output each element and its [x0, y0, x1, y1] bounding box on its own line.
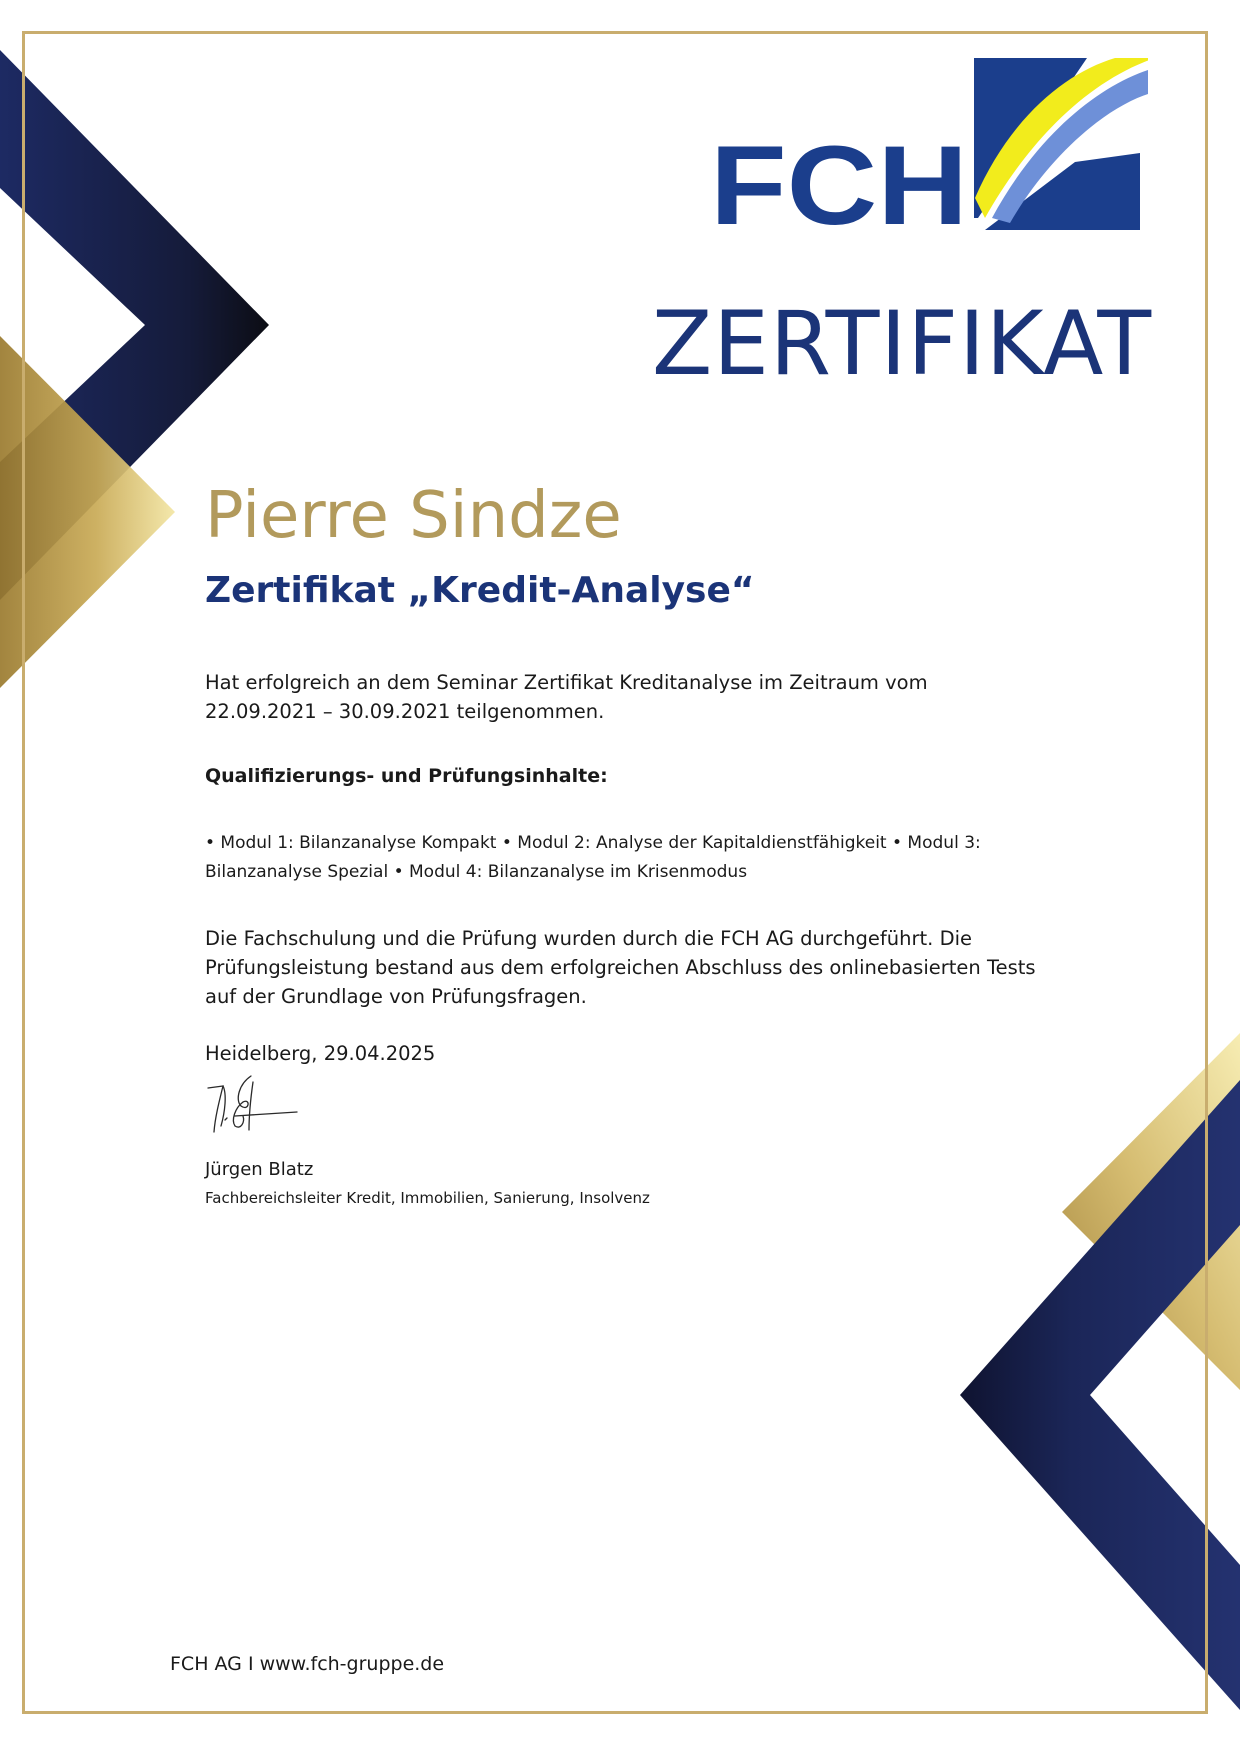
recipient-name: Pierre Sindze [205, 479, 622, 553]
place-and-date: Heidelberg, 29.04.2025 [205, 1042, 436, 1065]
participation-statement: Hat erfolgreich an dem Seminar Zertifikat Kreditanalyse im Zeitraum vom 22.09.2021 – 30.09.2021 teilgenommen. [205, 671, 928, 723]
footer-company: FCH AG I www.fch-gruppe.de [170, 1653, 445, 1675]
signer-name: Jürgen Blatz [205, 1159, 314, 1180]
signer-role: Fachbereichsleiter Kredit, Immobilien, Sanierung, Insolvenz [205, 1189, 650, 1207]
handwritten-signature [205, 1072, 301, 1142]
qualification-heading: Qualifizierungs- und Prüfungsinhalte: [205, 765, 608, 787]
certificate-title: ZERTIFIKAT [652, 292, 1153, 395]
fch-logo [710, 58, 1148, 230]
module-list: • Modul 1: Bilanzanalyse Kompakt • Modul 2: Analyse der Kapitaldienstfähigkeit • Modul 3: Bilanzanalyse Spezial • Modul 4: Bilanzanalyse im Krisenmodus [205, 833, 981, 882]
course-title: Zertifikat „Kredit-Analyse“ [205, 570, 755, 611]
execution-statement: Die Fachschulung und die Prüfung wurden durch die FCH AG durchgeführt. Die Prüfungsleistung bestand aus dem erfolgreichen Abschluss des onlinebasierten Tests auf der Grundlage von Prüfungsfragen. [205, 927, 1036, 1008]
svg-text:FCH: FCH [710, 123, 968, 230]
